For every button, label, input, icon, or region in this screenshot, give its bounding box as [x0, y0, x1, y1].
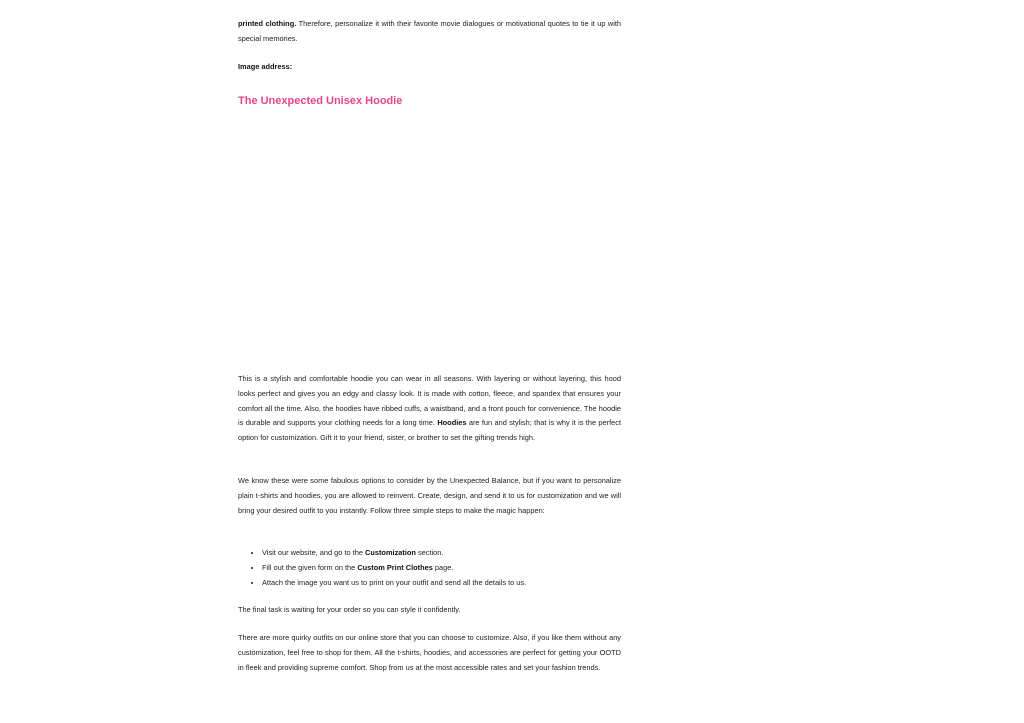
hoodie-image-placeholder — [238, 112, 621, 367]
hoodie-paragraph — [238, 372, 621, 446]
hoodie-heading: The Unexpected Unisex Hoodie — [238, 95, 403, 108]
intro-bold: printed clothing. — [238, 19, 297, 28]
hoodie-bold: Hoodies — [437, 418, 467, 428]
steps-list — [238, 546, 645, 590]
image-address-label: Image address: — [238, 62, 293, 71]
final-task-paragraph: The final task is waiting for your order so you can style it confidently. — [238, 605, 461, 614]
intro-paragraph — [238, 17, 621, 47]
options-paragraph: We know these were some fabulous options to consider by the Unexpected Balance, but if you want to personalize plain t-shirts and hoodies, you are allowed to reinvent. Create, design, and send it to us for customization and we will bring your desired outfit to you instantly. Follow three simple steps to make the magic happen: — [238, 476, 621, 515]
intro-text: Therefore, personalize it with their favorite movie dialogues or motivational quotes to tie it up with special memories. — [238, 19, 622, 43]
list-item: • Attach the image you want us to print on your outfit and send all the details to us. — [262, 576, 645, 591]
list-item: • Visit our website, and go to the Customization section. — [262, 546, 645, 561]
hoodie-text-2: are fun and stylish; that is why it is the perfect option for customization. Gift it to your friend, sister, or brother to set the gifting trends high. — [238, 418, 622, 443]
hoodie-text-1: This is a stylish and comfortable hoodie you can wear in all seasons. With layering or without layering, this hood looks perfect and gives you an edgy and classy look. It is made with cotton, fleece, and spandex that ensures your comfort all the time. Also, the hoodies have ribbed cuffs, a waistband, and a front pouch for convenience. The hoodie is durable and supports your clothing needs for a long time. — [238, 374, 621, 428]
list-item: • Fill out the given form on the Custom Print Clothes page. — [262, 561, 645, 576]
closing-paragraph: There are more quirky outfits on our online store that you can choose to customize. Also, if you like them without any customization, feel free to shop for them. All the t-shirts, hoodies, and accessories are perfect for getting your OOTD in fleek and providing supreme comfort. Shop from us at the most accessible rates and set your fashion trends. — [238, 633, 621, 672]
